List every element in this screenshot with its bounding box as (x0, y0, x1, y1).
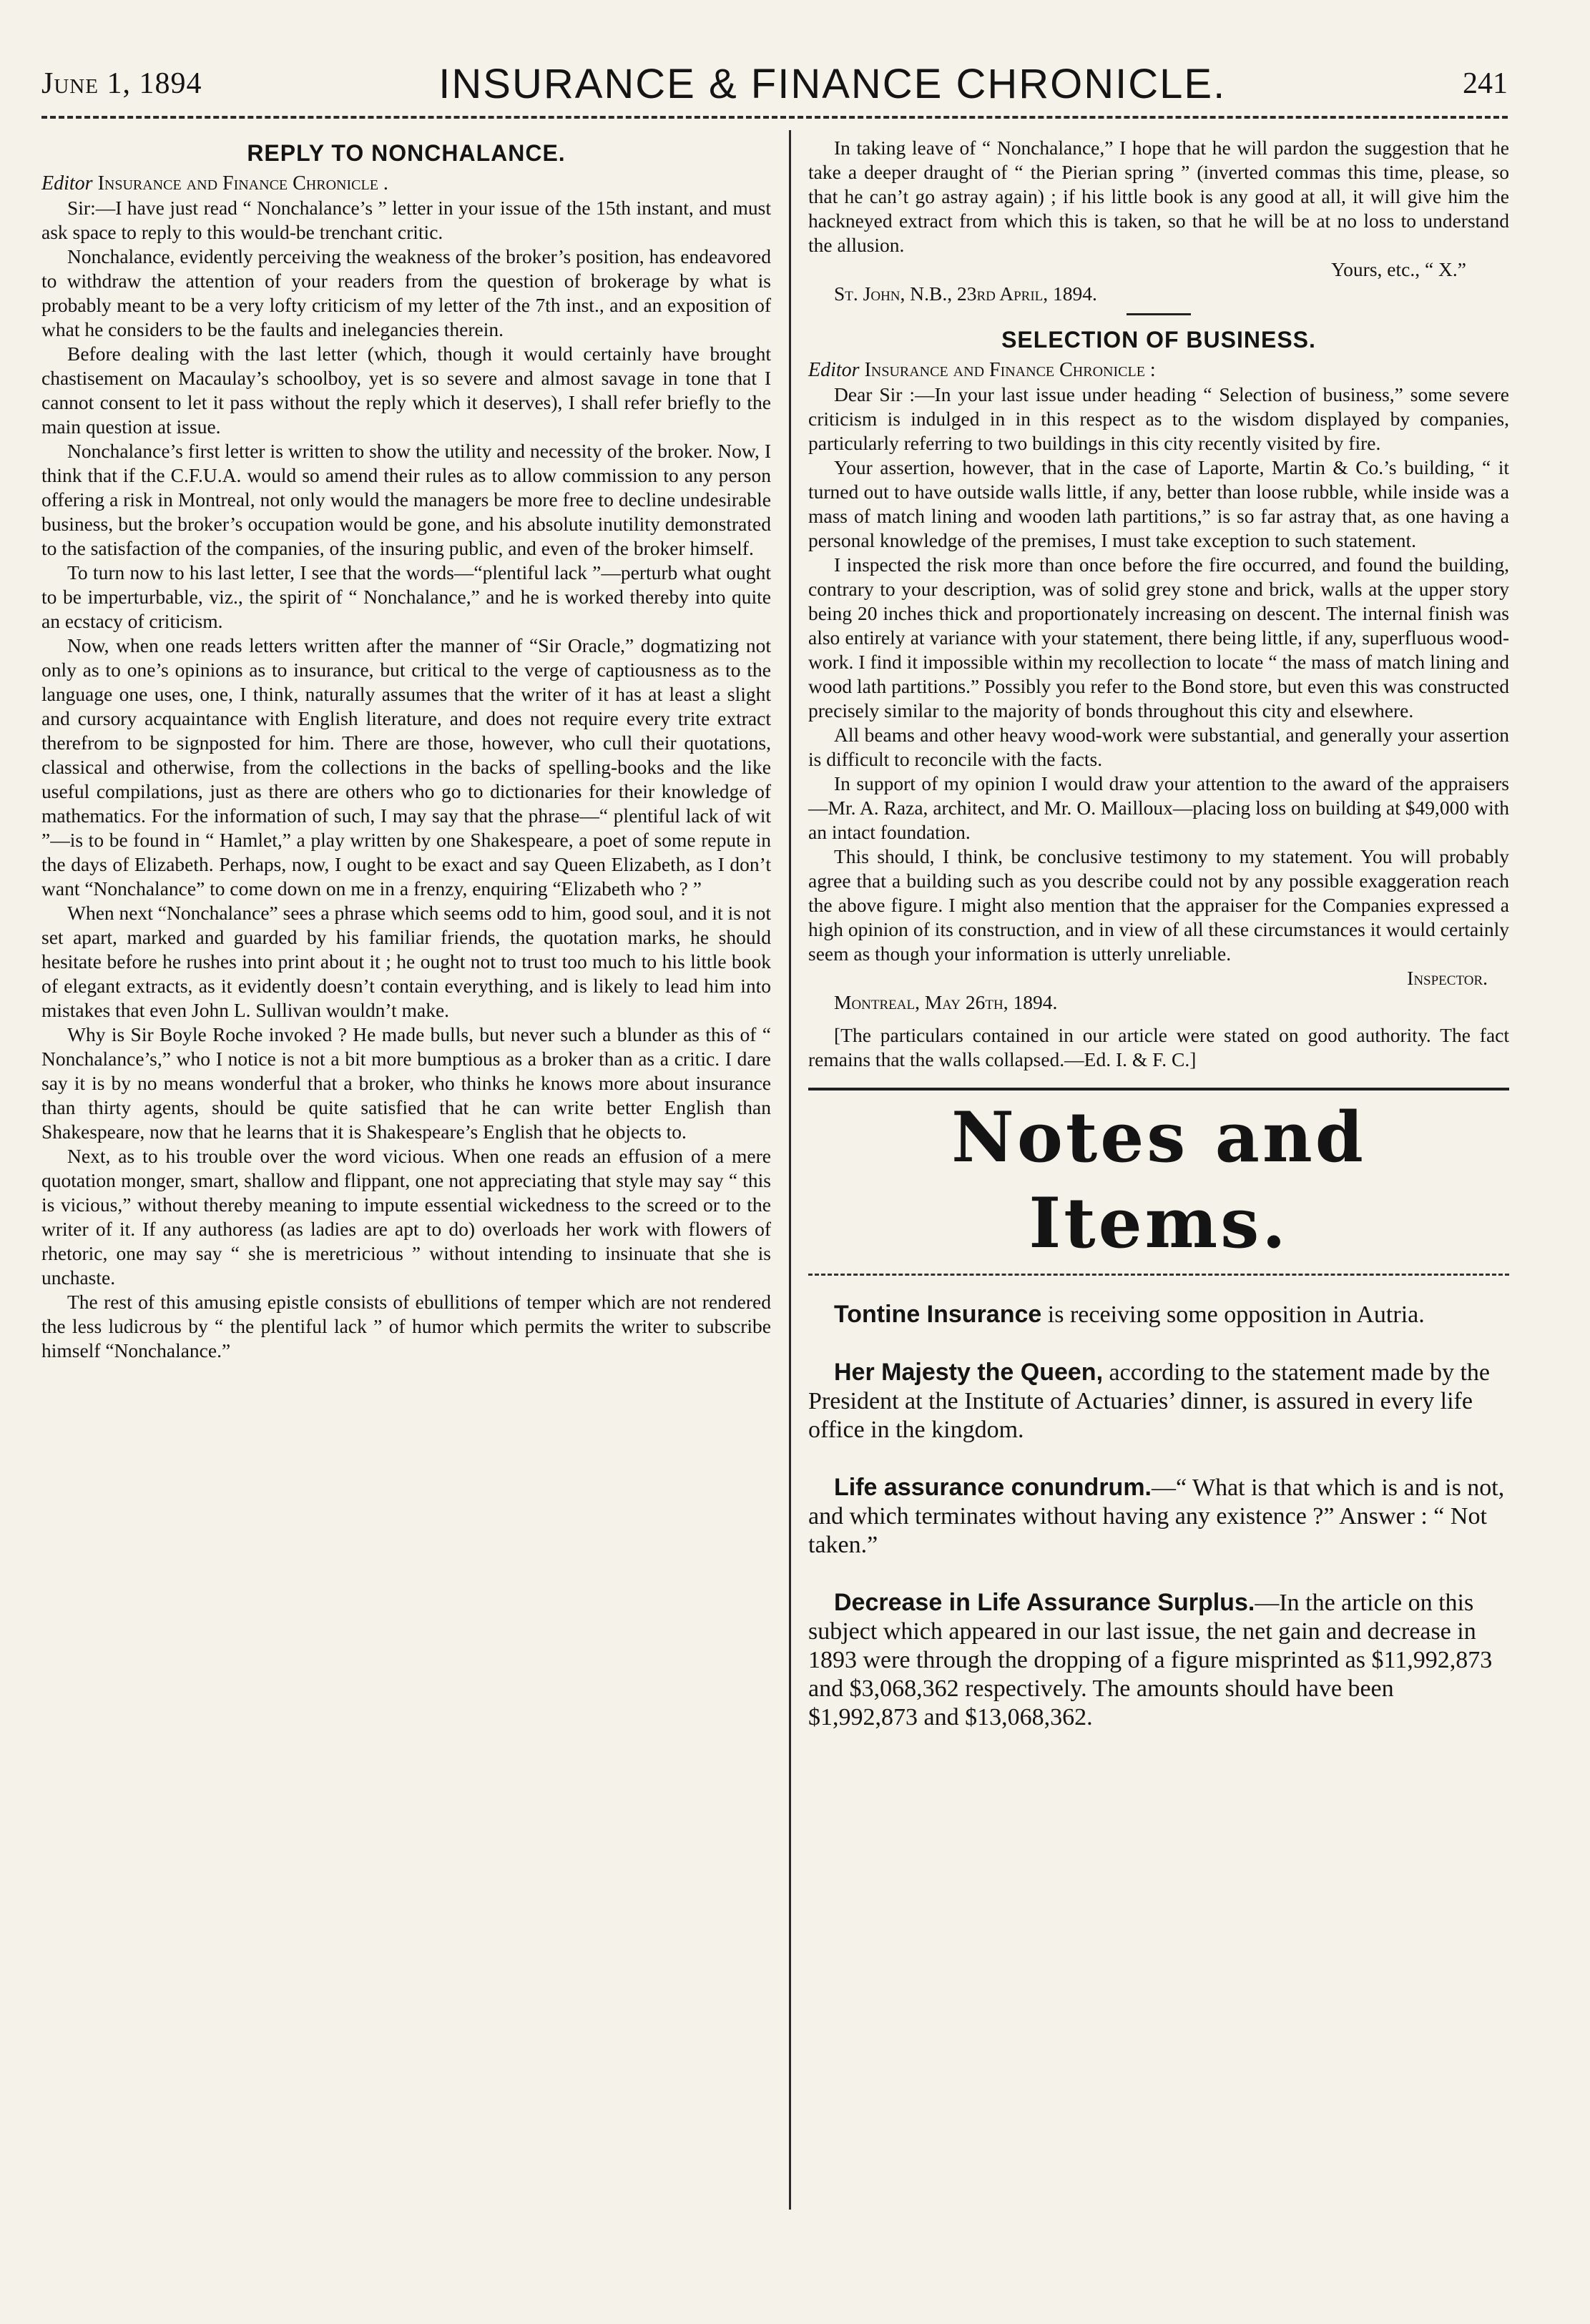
reply-continued: In taking leave of “ Nonchalance,” I hope that he will pardon the suggestion that he take a deeper draught of “ the Pierian spring ” (inverted commas this time, please, so that he can’t go astray again) ; if his little book is any good at all, it will give him the hackneyed extract from which this is taken, so that he will be at no loss to understand the allusion. (808, 137, 1509, 256)
note-body: is receiving some opposition in Autria. (1041, 1301, 1425, 1328)
notes-and-items (808, 1088, 1509, 1732)
note-heading: Her Majesty the Queen, (834, 1359, 1104, 1386)
reply-paragraph: Nonchalance’s first letter is written to show the utility and necessity of the broker. Now, I think that if the C.F.U.A. would so amend their rules as to allow commission to any person offering a risk in Montreal, not only would the managers be more free to decline undesirable business, but the broker’s occupation would be gone, and his absolute inutility demonstrated to the satisfaction of the companies, of the insuring public, and even of the broker himself. (41, 440, 771, 559)
selection-paragraph: I inspected the risk more than once before the fire occurred, and found the building, contrary to your description, was of solid grey stone and brick, walls at the upper story being 20 inches thick and proportionately increasing on descent. The internal finish was also entirely at variance with your statement, there being little, if any, superfluous wood-work. I find it impossible within my recollection to locate “ the mass of match lining and wood lath partitions.” Possibly you refer to the Bond store, but even this was constructed precisely similar to the majority of bonds throughout this city and elsewhere. (808, 553, 1509, 722)
issue-date: June 1, 1894 (41, 67, 202, 100)
reply-dateline: St. John, N.B., 23rd April, 1894. (834, 282, 1097, 305)
selection-editor-line (808, 358, 1509, 383)
reply-paragraph: Nonchalance, evidently perceiving the weakness of the broker’s position, has endeavored to withdraw the attention of your readers from the question of brokerage by what is probably meant to be a very lofty criticism of my letter of the 7th inst., and an exposition of what he considers to be the faults and inelegancies therein. (41, 245, 771, 340)
reply-editor-line (41, 172, 771, 196)
selection-title: SELECTION OF BUSINESS. (1001, 327, 1316, 353)
editor-label: Editor (808, 359, 860, 381)
editor-note: [The particulars contained in our article were stated on good authority. The fact remains that the walls collapsed.—Ed. I. & F. C.] (808, 1024, 1509, 1070)
note-body: according to the statement made by the President at the Institute of Actuaries’ dinner, is assured in every life office in the kingdom. (808, 1359, 1490, 1443)
column-divider (789, 130, 791, 2210)
reply-paragraph: Why is Sir Boyle Roche invoked ? He made bulls, but never such a blunder as this of “ Nonchalance’s,” who I notice is not a bit more bumptious as a broker than as a critic. I dare say it is by no means wonderful that a broker, who thinks he knows more about insurance than thirty agents, should be quite satisfied that he can write better English than Shakespeare, now that he learns that it is Shakespeare’s English that he objects to. (41, 1023, 771, 1143)
page-number: 241 (1463, 67, 1508, 100)
notes-title: Notes and Items. (951, 1097, 1366, 1264)
selection-dateline: Montreal, May 26th, 1894. (834, 991, 1058, 1013)
editor-addressee: Insurance and Finance Chronicle : (864, 359, 1156, 381)
selection-signoff: Inspector. (1407, 967, 1488, 989)
notes-rule (808, 1274, 1509, 1276)
selection-paragraph: In support of my opinion I would draw your attention to the award of the appraisers—Mr. A. Raza, architect, and Mr. O. Mailloux—placing loss on building at $49,000 with an intact foundation. (808, 772, 1509, 843)
note-item (808, 1473, 1509, 1560)
selection-paragraph: This should, I think, be conclusive testimony to my statement. You will probably agree that a building such as you describe could not by any possible exaggeration reach the above figure. I might also mention that the appraiser for the Companies expressed a high opinion of its construction, and in view of all these circumstances it would certainly seem as though your information is utterly unreliable. (808, 845, 1509, 965)
note-body: —“ What is that which is and is not, and which terminates without having any existence ?” Answer : “ Not taken.” (808, 1474, 1505, 1558)
page-header (41, 59, 1508, 109)
note-heading: Life assurance conundrum. (834, 1474, 1152, 1501)
left-column (41, 136, 771, 1363)
reply-paragraph: Now, when one reads letters written after the manner of “Sir Oracle,” dogmatizing not only as to one’s opinions as to insurance, but critical to the verge of captiousness as to the language one uses, one, I think, naturally assumes that the writer of it has at least a slight and cursory acquaintance with English literature, and does not require every trite extract therefrom to be signposted for him. There are those, however, who cull their quotations, classical and otherwise, from the collections in the backs of spelling-books and the like useful compilations, just as there are others who go to dictionaries for their knowledge of mathematics. For the information of such, I may say that the phrase—“ plentiful lack of wit ”—is to be found in “ Hamlet,” a play written by one Shakespeare, a poet of some repute in the days of Elizabeth. Perhaps, now, I ought to be exact and say Queen Elizabeth, as I don’t want “Nonchalance” to come down on me in a frenzy, enquiring “Elizabeth who ? ” (41, 634, 771, 900)
section-divider (1127, 313, 1191, 315)
reply-paragraph: When next “Nonchalance” sees a phrase which seems odd to him, good soul, and it is not set apart, marked and guarded by his familiar friends, the quotation marks, he should hesitate before he rushes into print about it ; he ought not to trust too much to his little book of elegant extracts, as it evidently doesn’t contain everything, and is likely to lead him into mistakes that even John L. Sullivan wouldn’t make. (41, 902, 771, 1021)
selection-paragraph: All beams and other heavy wood-work were substantial, and generally your assertion is difficult to reconcile with the facts. (808, 724, 1509, 770)
reply-signoff: Yours, etc., “ X.” (1331, 258, 1466, 280)
note-heading: Decrease in Life Assurance Surplus. (834, 1589, 1255, 1616)
reply-paragraph: The rest of this amusing epistle consists of ebullitions of temper which are not rendered the less ludicrous by “ the plentiful lack ” of humor which permits the writer to subscribe himself “Nonchalance.” (41, 1291, 771, 1362)
note-body: —In the article on this subject which appeared in our last issue, the net gain and decrease in 1893 were through the dropping of a figure misprinted as $11,992,873 and $3,068,362 respectively. The amounts should have been $1,992,873 and $13,068,362. (808, 1590, 1493, 1730)
editor-label: Editor (41, 172, 93, 195)
selection-paragraph: Dear Sir :—In your last issue under heading “ Selection of business,” some severe criticism is indulged in in this respect as to the wisdom displayed by companies, particularly referring to two buildings in this city recently visited by fire. (808, 383, 1509, 454)
note-item (808, 1358, 1509, 1444)
editor-addressee: Insurance and Finance Chronicle . (97, 172, 388, 195)
note-heading: Tontine Insurance (834, 1301, 1042, 1328)
reply-paragraph: Before dealing with the last letter (which, though it would certainly have brought chastisement on Macaulay’s schoolboy, yet is so severe and almost savage in tone that I cannot consent to let it pass without the reply which it deserves), I shall refer briefly to the main question at issue. (41, 343, 771, 438)
reply-title: REPLY TO NONCHALANCE. (247, 140, 566, 166)
reply-paragraph: Sir:—I have just read “ Nonchalance’s ” letter in your issue of the 15th instant, and must ask space to reply to this would-be trenchant critic. (41, 197, 771, 243)
journal-title: INSURANCE & FINANCE CHRONICLE. (438, 60, 1227, 107)
reply-paragraph: Next, as to his trouble over the word vicious. When one reads an effusion of a mere quotation monger, smart, shallow and flippant, one not appreciating that style may say “ this is vicious,” without thereby meaning to impute essential wickedness to the screed or to the writer of it. If any authoress (as ladies are apt to do) overloads her work with flowers of rhetoric, one may say “ she is meretricious ” without intending to insinuate that she is unchaste. (41, 1145, 771, 1289)
reply-paragraph: To turn now to his last letter, I see that the words—“plentiful lack ”—perturb what ought to be imperturbable, viz., the spirit of “ Nonchalance,” and he is worked thereby into quite an ecstacy of criticism. (41, 561, 771, 632)
header-rule (41, 116, 1508, 119)
note-item (808, 1300, 1509, 1329)
note-item (808, 1588, 1509, 1732)
right-column (808, 136, 1509, 1761)
selection-paragraph: Your assertion, however, that in the case of Laporte, Martin & Co.’s building, “ it turned out to have outside walls little, if any, better than loose rubble, while inside was a mass of match lining and wooden lath partitions,” is so far astray that, as one having a personal knowledge of the premises, I must take exception to such statement. (808, 456, 1509, 551)
